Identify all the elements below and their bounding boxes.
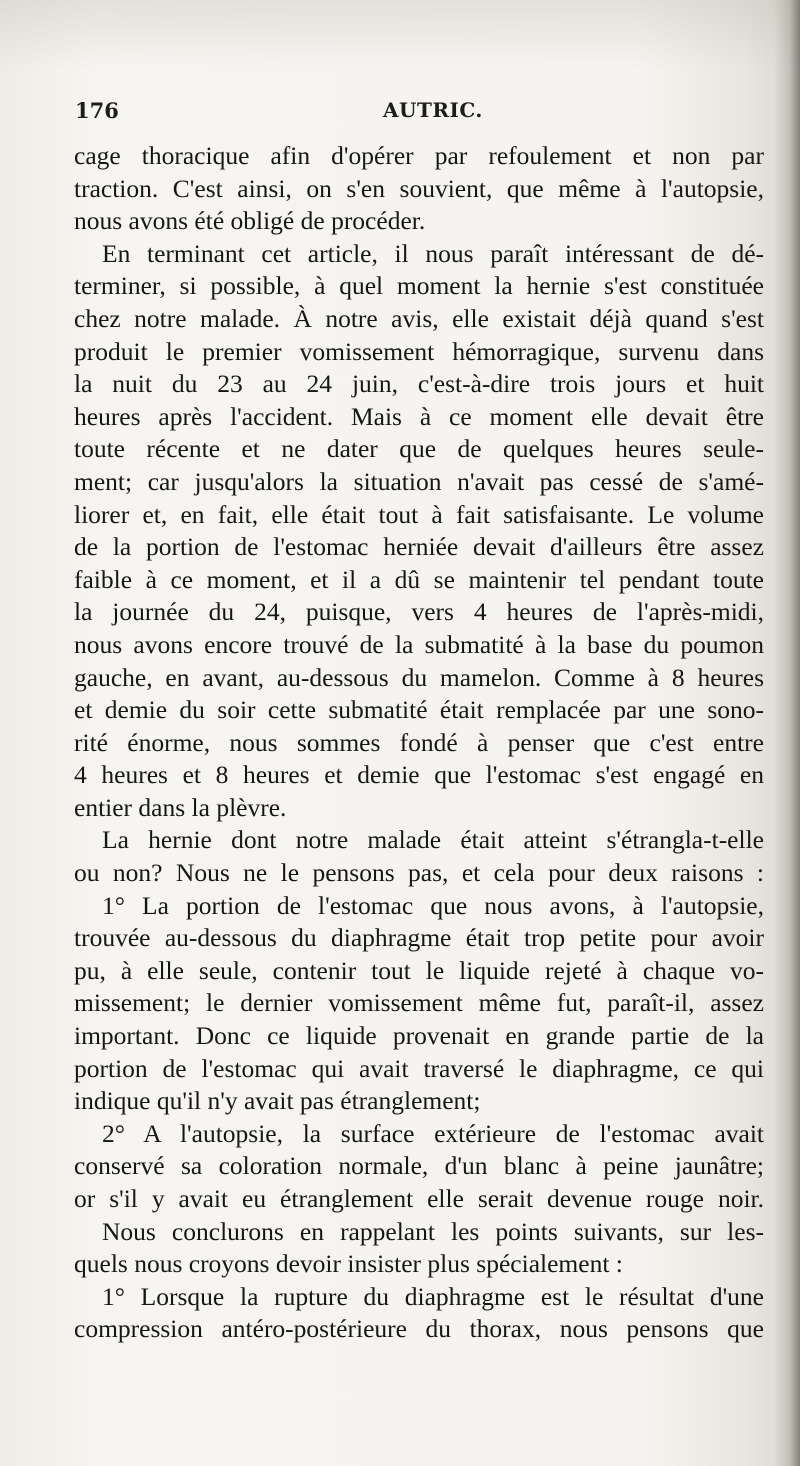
text-line: heures après l'accident. Mais à ce moment elle devait être	[74, 401, 764, 431]
text-line: rité énorme, nous sommes fondé à penser que c'est entre	[74, 727, 764, 757]
text-line: conservé sa coloration normale, d'un blanc à peine jaunâtre;	[74, 1151, 764, 1181]
text-line: missement; le dernier vomissement même fut, paraît-il, assez	[74, 988, 764, 1018]
text-line: traction. C'est ainsi, on s'en souvient, que même à l'autopsie,	[74, 173, 764, 203]
text-line: 1° Lorsque la rupture du diaphragme est le résultat d'une	[102, 1281, 764, 1311]
text-line: La hernie dont notre malade était atteint s'étrangla-t-elle	[102, 825, 764, 855]
text-line: entier dans la plèvre.	[74, 792, 287, 822]
page-number: 176	[75, 98, 119, 123]
text-line: 2° A l'autopsie, la surface extérieure de l'estomac avait	[102, 1118, 764, 1148]
text-line: En terminant cet article, il nous paraît intéressant de dé-	[102, 238, 764, 268]
text-line: quels nous croyons devoir insister plus spécialement :	[74, 1249, 623, 1279]
text-line: cage thoracique afin d'opérer par refoulement et non par	[74, 141, 764, 170]
text-line: indique qu'il n'y avait pas étranglement;	[74, 1086, 481, 1116]
text-line: important. Donc ce liquide provenait en grande partie de la	[74, 1021, 764, 1051]
text-line: ou non? Nous ne le pensons pas, et cela pour deux raisons :	[74, 858, 764, 888]
text-line: faible à ce moment, et il a dû se maintenir tel pendant toute	[74, 564, 764, 594]
text-line: Nous conclurons en rappelant les points suivants, sur les-	[102, 1216, 764, 1246]
text-line: de la portion de l'estomac herniée devait d'ailleurs être assez	[74, 532, 764, 562]
text-line: produit le premier vomissement hémorragique, survenu dans	[74, 336, 764, 366]
text-line: pu, à elle seule, contenir tout le liquide rejeté à chaque vo-	[74, 955, 764, 985]
text-line: et demie du soir cette submatité était remplacée par une sono-	[74, 695, 764, 725]
text-line: liorer et, en fait, elle était tout à fait satisfaisante. Le volume	[74, 499, 764, 529]
text-line: trouvée au-dessous du diaphragme était trop petite pour avoir	[74, 923, 764, 953]
page-gutter-shadow	[774, 0, 800, 1466]
text-line: la nuit du 23 au 24 juin, c'est-à-dire trois jours et huit	[74, 369, 764, 399]
text-line: nous avons encore trouvé de la submatité à la base du poumon	[74, 629, 764, 659]
text-line: or s'il y avait eu étranglement elle serait devenue rouge noir.	[74, 1184, 764, 1213]
running-head	[0, 98, 800, 138]
text-line: nous avons été obligé de procéder.	[74, 206, 426, 236]
text-line: portion de l'estomac qui avait traversé le diaphragme, ce qui	[74, 1053, 764, 1083]
text-line: toute récente et ne dater que de quelques heures seule-	[74, 434, 764, 464]
text-line: ment; car jusqu'alors la situation n'avait pas cessé de s'amé-	[74, 466, 764, 496]
running-title: AUTRIC.	[383, 98, 483, 122]
text-line: terminer, si possible, à quel moment la hernie s'est constituée	[74, 271, 764, 301]
body-text	[74, 140, 764, 1346]
text-line: chez notre malade. À notre avis, elle existait déjà quand s'est	[74, 303, 764, 333]
page-top-shade	[0, 0, 800, 70]
text-line: gauche, en avant, au-dessous du mamelon. Comme à 8 heures	[74, 662, 764, 692]
text-line: compression antéro-postérieure du thorax, nous pensons que	[74, 1314, 764, 1344]
text-line: la journée du 24, puisque, vers 4 heures de l'après-midi,	[74, 597, 764, 627]
text-line: 4 heures et 8 heures et demie que l'estomac s'est engagé en	[74, 760, 764, 790]
text-line: 1° La portion de l'estomac que nous avons, à l'autopsie,	[102, 890, 764, 920]
